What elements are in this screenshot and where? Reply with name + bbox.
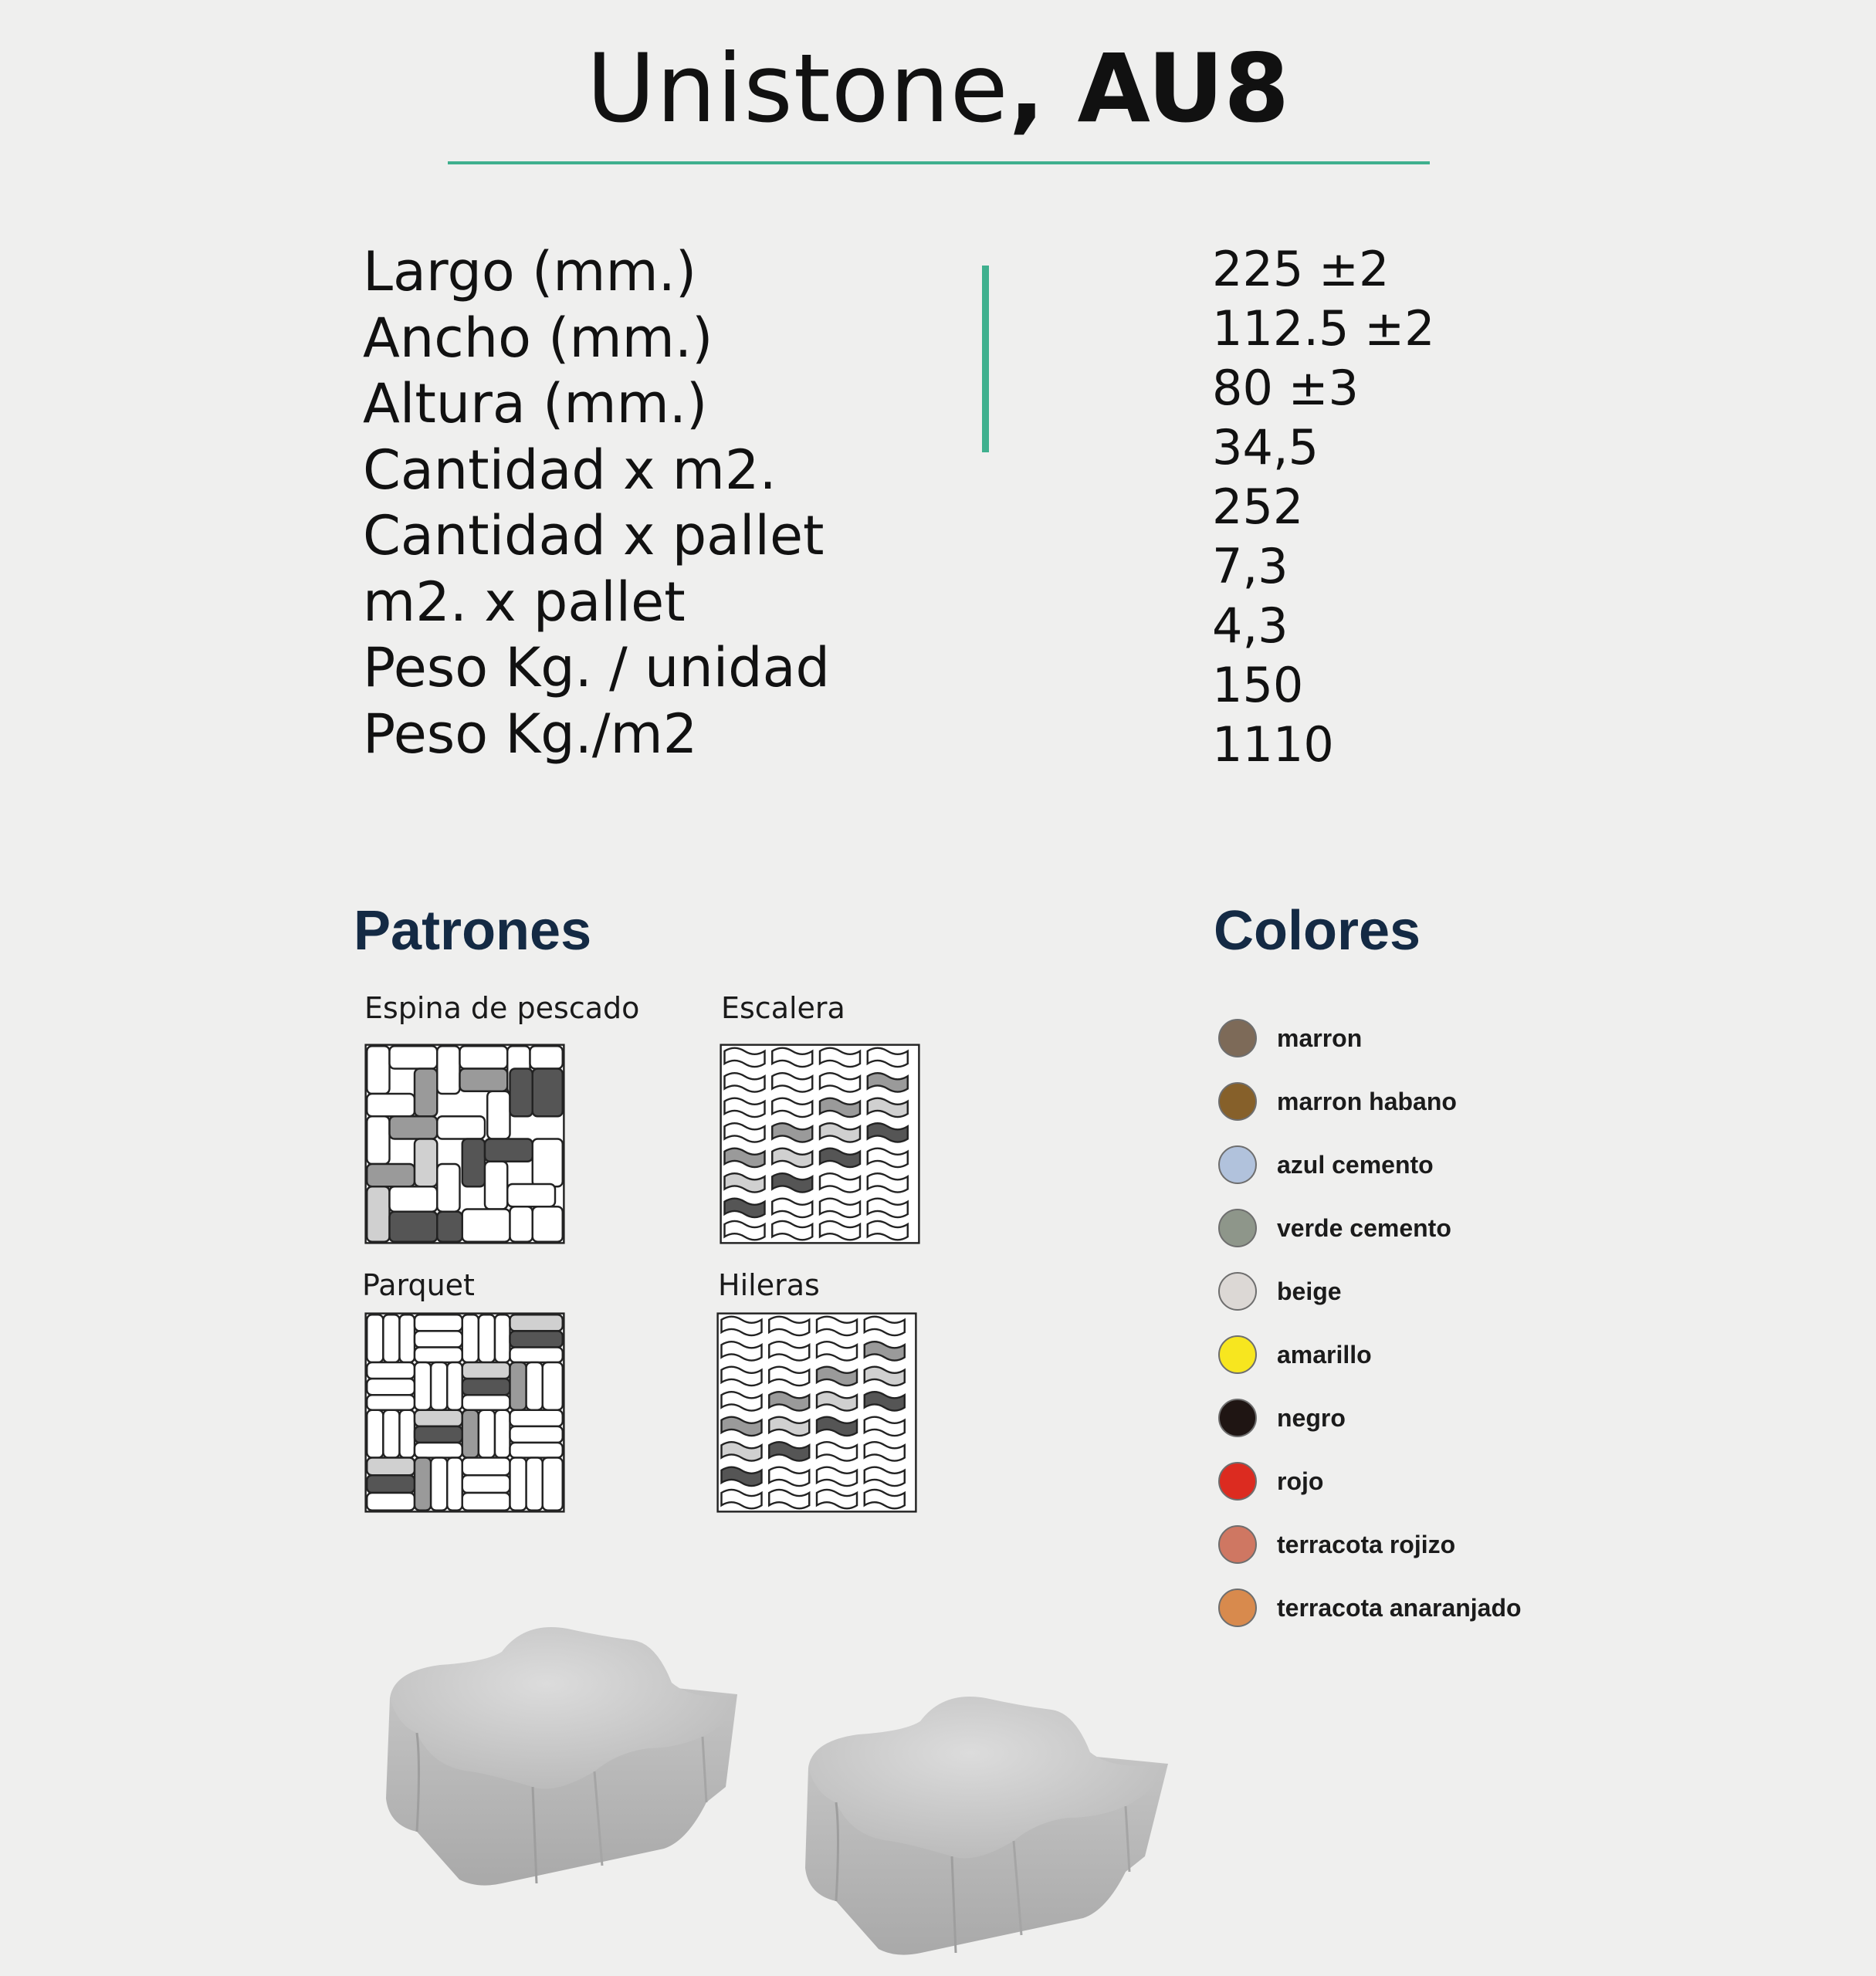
color-label: verde cemento	[1277, 1214, 1451, 1242]
spec-values	[1212, 239, 1435, 774]
parquet-pattern-icon	[364, 1312, 565, 1513]
color-swatch	[1218, 1145, 1257, 1184]
color-swatch	[1218, 1335, 1257, 1374]
color-swatch	[1218, 1589, 1257, 1627]
color-swatch	[1218, 1082, 1257, 1121]
spec-labels	[363, 239, 830, 767]
pattern-label-rows: Hileras	[718, 1268, 820, 1302]
color-label: terracota rojizo	[1277, 1531, 1456, 1558]
color-swatch	[1218, 1019, 1257, 1057]
title-brand: Unistone	[586, 34, 1009, 144]
spec-value: 1110	[1212, 716, 1334, 773]
spec-label-altura: Altura (mm.)	[363, 372, 708, 435]
spec-value: 4,3	[1212, 597, 1288, 654]
spec-label-cantidad-m2: Cantidad x m2.	[363, 438, 777, 502]
staircase-pattern-icon	[720, 1044, 920, 1244]
pattern-label-herringbone: Espina de pescado	[364, 991, 640, 1025]
color-swatch	[1218, 1399, 1257, 1437]
color-label: marron habano	[1277, 1088, 1457, 1115]
color-label: marron	[1277, 1024, 1363, 1052]
color-label: amarillo	[1277, 1341, 1372, 1369]
spec-label-cantidad-pallet: Cantidad x pallet	[363, 504, 825, 567]
color-swatch	[1218, 1462, 1257, 1501]
pattern-label-parquet: Parquet	[362, 1268, 475, 1302]
spec-value: 34,5	[1212, 419, 1319, 475]
color-label: negro	[1277, 1404, 1346, 1432]
spec-value: 7,3	[1212, 538, 1288, 594]
paver-stone-image	[799, 1687, 1185, 1964]
paver-stone-image	[371, 1617, 757, 1895]
spec-value: 225 ±2	[1212, 241, 1390, 297]
color-label: rojo	[1277, 1467, 1324, 1495]
color-swatch	[1218, 1525, 1257, 1564]
product-title	[0, 31, 1876, 147]
spec-label-peso-m2: Peso Kg./m2	[363, 702, 698, 766]
spec-value: 80 ±3	[1212, 360, 1359, 416]
color-swatch	[1218, 1272, 1257, 1311]
color-label: beige	[1277, 1277, 1342, 1305]
color-label: terracota anaranjado	[1277, 1594, 1522, 1622]
spec-value: 252	[1212, 479, 1304, 535]
rows-pattern-icon	[716, 1312, 917, 1513]
spec-label-m2-pallet: m2. x pallet	[363, 570, 686, 634]
spec-divider	[982, 266, 989, 452]
patterns-heading: Patrones	[354, 900, 592, 962]
color-label: azul cemento	[1277, 1151, 1434, 1179]
color-swatch	[1218, 1209, 1257, 1247]
colors-heading: Colores	[1214, 900, 1421, 962]
spec-value: 150	[1212, 657, 1304, 713]
title-model: , AU8	[1008, 34, 1290, 144]
spec-label-ancho: Ancho (mm.)	[363, 306, 713, 370]
spec-label-peso-unidad: Peso Kg. / unidad	[363, 636, 830, 699]
spec-label-largo: Largo (mm.)	[363, 240, 697, 303]
herringbone-pattern-icon	[364, 1044, 565, 1244]
title-divider	[448, 161, 1430, 164]
spec-value: 112.5 ±2	[1212, 300, 1435, 357]
pattern-label-staircase: Escalera	[721, 991, 845, 1025]
